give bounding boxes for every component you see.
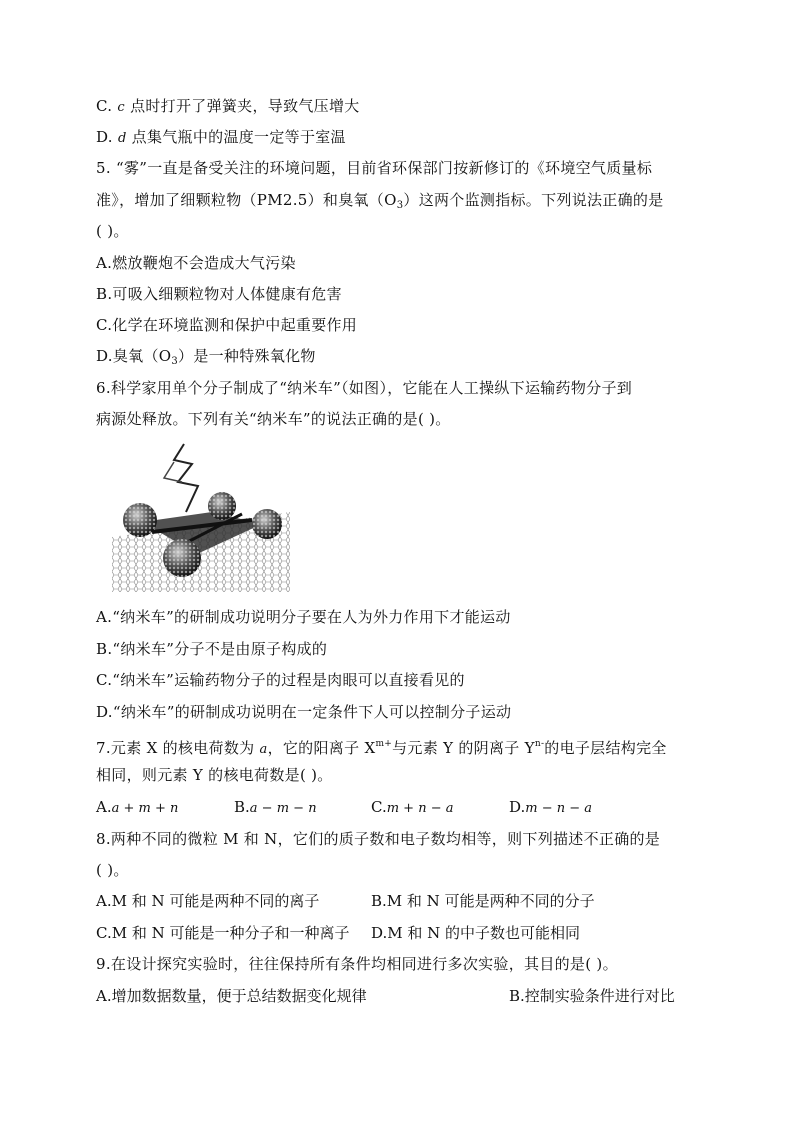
subscript: 3 [396, 200, 404, 211]
q5-stem-line2 [96, 190, 664, 216]
q6-option-b: B.“纳米车”分子不是由原子构成的 [96, 640, 328, 658]
q5-stem-line3: ( )。 [96, 222, 129, 240]
q4-option-c [96, 96, 360, 118]
superscript: m+ [375, 739, 393, 749]
q6-option-c: C.“纳米车”运输药物分子的过程是肉眼可以直接看见的 [96, 671, 465, 689]
q5-option-b: B.可吸入细颗粒物对人体健康有危害 [96, 285, 342, 303]
option-expression: a − m − n [249, 801, 317, 816]
option-label: C. [96, 97, 113, 115]
q7-option-c [371, 797, 453, 819]
q8-option-c: C.M 和 N 可能是一种分子和一种离子 [96, 924, 350, 942]
q7-stem-line1 [96, 734, 667, 760]
option-text: 点时打开了弹簧夹，导致气压增大 [130, 97, 360, 115]
q7-option-d [509, 797, 592, 819]
option-label: A. [96, 798, 112, 816]
text: ）是一种特殊氧化物 [178, 347, 316, 365]
text: ，它的阳离子 X [267, 739, 376, 757]
text: ）这两个监测指标。下列说法正确的是 [403, 191, 664, 209]
option-label: C. [371, 798, 387, 816]
q9-stem: 9.在设计探究实验时，往往保持所有条件均相同进行多次实验，其目的是( )。 [96, 955, 618, 973]
q8-option-b: B.M 和 N 可能是两种不同的分子 [371, 892, 595, 910]
superscript: n- [534, 739, 545, 749]
q5-option-c: C.化学在环境监测和保护中起重要作用 [96, 316, 358, 334]
q8-stem-line1: 8.两种不同的微粒 M 和 N，它们的质子数和电子数均相等，则下列描述不正确的是 [96, 830, 661, 848]
q5-option-a: A.燃放鞭炮不会造成大气污染 [96, 254, 296, 272]
option-expression: a + m + n [111, 801, 179, 816]
q9-option-a: A.增加数据数量，便于总结数据变化规律 [96, 987, 367, 1005]
text: D.臭氧（O [96, 347, 172, 365]
q6-stem-line2: 病源处释放。下列有关“纳米车”的说法正确的是( )。 [96, 410, 451, 428]
q6-option-d: D.“纳米车”的研制成功说明在一定条件下人可以控制分子运动 [96, 703, 512, 721]
text: 与元素 Y 的阴离子 Y [392, 739, 535, 757]
q9-option-b: B.控制实验条件进行对比 [509, 987, 675, 1005]
option-label: D. [96, 128, 113, 146]
q5-option-d [96, 346, 316, 372]
option-label: D. [509, 798, 526, 816]
subscript: 3 [171, 356, 179, 367]
text: 的电子层结构完全 [544, 739, 667, 757]
q4-option-d [96, 127, 346, 149]
q7-option-b [234, 797, 317, 819]
text: 7.元素 X 的核电荷数为 [96, 739, 255, 757]
option-expression: m + n − a [386, 801, 454, 816]
q7-option-a [96, 797, 178, 819]
nanocar-figure [112, 442, 290, 594]
q5-stem-line1: 5. “雾”一直是备受关注的环境问题，目前省环保部门按新修订的《环境空气质量标 [96, 159, 653, 177]
variable-c: c [117, 100, 125, 115]
q8-option-a: A.M 和 N 可能是两种不同的离子 [96, 892, 320, 910]
q6-stem-line1: 6.科学家用单个分子制成了“纳米车”（如图），它能在人工操纵下运输药物分子到 [96, 379, 633, 397]
q8-option-d: D.M 和 N 的中子数也可能相同 [371, 924, 581, 942]
variable-a: a [259, 742, 268, 757]
option-text: 点集气瓶中的温度一定等于室温 [131, 128, 346, 146]
q8-stem-line2: ( )。 [96, 861, 129, 879]
variable-d: d [117, 131, 127, 146]
q7-stem-line2: 相同，则元素 Y 的核电荷数是( )。 [96, 766, 333, 784]
option-expression: m − n − a [525, 801, 593, 816]
q6-option-a: A.“纳米车”的研制成功说明分子要在人为外力作用下才能运动 [96, 608, 511, 626]
option-label: B. [234, 798, 250, 816]
text: 准》，增加了细颗粒物（PM2.5）和臭氧（O [96, 191, 397, 209]
